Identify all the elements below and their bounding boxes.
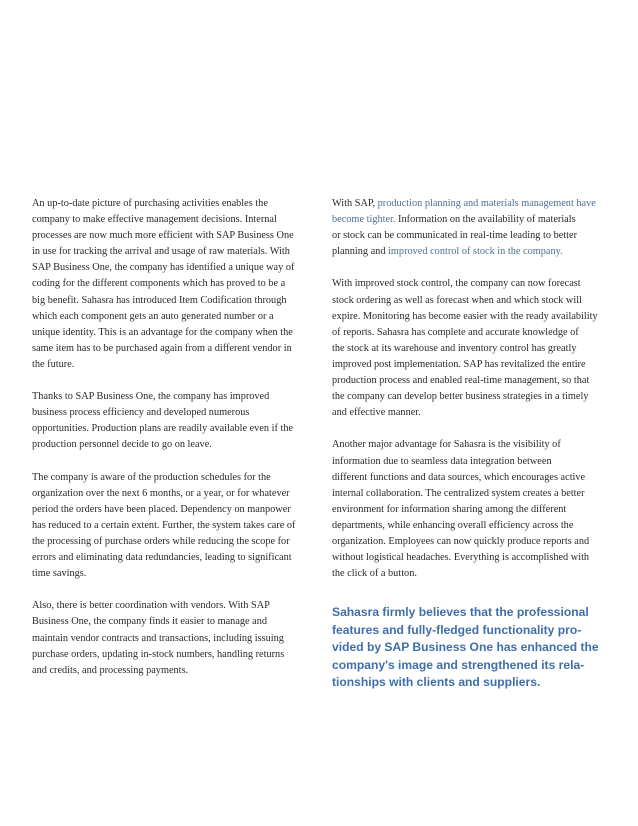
text-line: of reports. Sahasra has complete and accurate knowledge of [332, 326, 579, 338]
text-line: unique identity. This is an advantage for the company when the [32, 326, 293, 338]
text-fragment-highlight: improved control of stock in the company. [385, 246, 563, 258]
text-line: departments, while enhancing overall efficiency across the [332, 519, 574, 531]
text-fragment-highlight: production planning and materials management have [375, 198, 596, 209]
text-line: production personnel decide to go on leave. [32, 439, 212, 451]
text-line: organization. Employees can now quickly produce reports and [332, 535, 590, 547]
right-intro-paragraph [332, 196, 610, 260]
text-line: purchase orders, updating in-stock numbers, handling returns [32, 648, 285, 660]
text-line: the company can develop better business strategies in a timely [332, 391, 589, 403]
text-line: The company is aware of the production schedules for the [32, 471, 271, 483]
text-line: stock ordering as well as forecast when and which stock will [332, 294, 582, 306]
text-line [332, 196, 610, 212]
text-line: processes are now much more efficient with SAP Business One [32, 230, 294, 242]
text-line: period the orders have been placed. Dependency on manpower [32, 503, 291, 515]
text-line: the click of a button. [332, 568, 417, 580]
text-line: production process and enabled real-time management, so that [332, 375, 590, 387]
text-fragment: With SAP, [332, 198, 376, 209]
text-line: An up-to-date picture of purchasing activities enables the [32, 198, 268, 209]
text-line: the future. [32, 358, 75, 370]
text-line: time savings. [32, 568, 87, 580]
text-line: SAP Business One, the company has identified a unique way of [32, 262, 295, 274]
text-line: same item has to be purchased again from a different vendor in [32, 342, 292, 354]
text-line: which each component gets an auto generated number or a [32, 310, 274, 322]
text-line: environment for information sharing among the different [332, 503, 567, 515]
text-line: and effective manner. [332, 407, 421, 419]
pull-quote-line: vided by SAP Business One has enhanced the [332, 640, 599, 655]
pull-quote-line: company's image and strengthened its rela- [332, 657, 585, 672]
text-line: or stock can be communicated in real-time leading to better [332, 230, 578, 242]
pull-quote-line: tionships with clients and suppliers. [332, 674, 541, 689]
text-fragment: planning and [332, 246, 386, 258]
text-line: maintain vendor contracts and transactions, including issuing [32, 632, 284, 644]
right-paragraphs [332, 276, 610, 598]
text-line: internal collaboration. The centralized system creates a better [332, 487, 585, 499]
text-line: improved post implementation. SAP has revitalized the entire [332, 358, 586, 370]
text-line: company to make effective management decisions. Internal [32, 214, 277, 226]
pull-quote-line: Sahasra firmly believes that the professional [332, 605, 589, 620]
text-line: in use for tracking the arrival and usage of raw materials. With [32, 246, 290, 258]
paragraph-gap [32, 454, 312, 470]
text-line: coding for the different components which has proved to be a [32, 278, 286, 290]
text-fragment-highlight: become tighter. [332, 214, 396, 226]
text-line: organization over the next 6 months, or a year, or for whatever [32, 487, 290, 499]
text-line: Business One, the company finds it easier to manage and [32, 616, 268, 628]
right-column [332, 196, 610, 691]
paragraph [32, 196, 312, 373]
paragraph [332, 437, 610, 582]
text-line: and credits, and processing payments. [32, 664, 189, 676]
left-column [32, 196, 312, 679]
paragraph-gap [332, 582, 610, 598]
text-line [332, 212, 610, 228]
paragraph [32, 389, 312, 453]
paragraph [32, 470, 312, 583]
text-line: business process efficiency and developed numerous [32, 407, 250, 419]
text-line: Another major advantage for Sahasra is the visibility of [332, 439, 561, 451]
text-line: information due to seamless data integration between [332, 455, 552, 467]
text-line: the processing of purchase orders while reducing the scope for [32, 535, 290, 547]
paragraph [32, 598, 312, 678]
text-line: the stock at its warehouse and inventory control has greatly [332, 342, 577, 354]
text-line: expire. Monitoring has become easier with the ready availability [332, 310, 598, 322]
text-line: without logistical headaches. Everything is accomplished with [332, 552, 590, 564]
paragraph-gap [32, 582, 312, 598]
paragraph [332, 276, 610, 421]
text-line: big benefit. Sahasra has introduced Item Codification through [32, 294, 287, 306]
text-line: different functions and data sources, which encourages active [332, 471, 586, 483]
paragraph-gap [332, 260, 610, 276]
text-line: has reduced to a certain extent. Further, the system takes care of [32, 519, 296, 531]
text-line: errors and eliminating data redundancies, leading to significant [32, 552, 292, 564]
text-line [332, 244, 610, 260]
paragraph-gap [32, 373, 312, 389]
paragraph-gap [332, 421, 610, 437]
pull-quote-line: features and fully-fledged functionality pro- [332, 622, 582, 637]
text-line: Thanks to SAP Business One, the company has improved [32, 391, 270, 403]
text-line: opportunities. Production plans are readily available even if the [32, 423, 294, 435]
pull-quote [332, 604, 610, 691]
text-line: With improved stock control, the company can now forecast [332, 278, 581, 290]
text-fragment: Information on the availability of materials [395, 214, 576, 226]
text-line: Also, there is better coordination with vendors. With SAP [32, 600, 270, 612]
